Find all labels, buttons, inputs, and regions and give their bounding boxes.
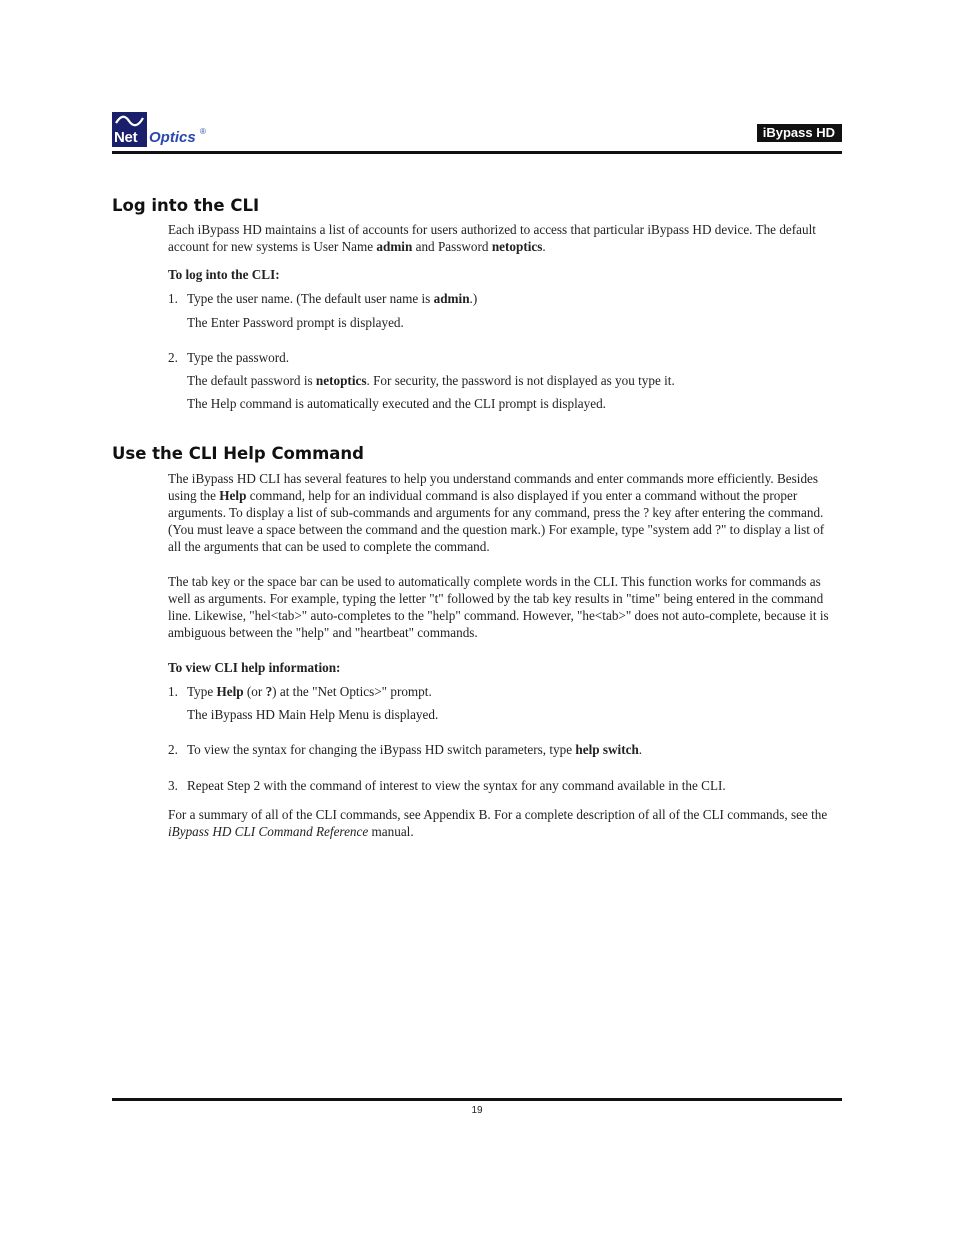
step-number: 1. — [168, 684, 178, 699]
procedure-title-help: To view CLI help information: — [168, 660, 341, 675]
logo-registered-mark: ® — [200, 127, 206, 136]
step-number: 1. — [168, 291, 178, 306]
logo-optics-text: Optics — [149, 129, 196, 146]
section2-summary: For a summary of all of the CLI commands, see Appendix B. For a complete description of all of the CLI commands, see the iBypass HD CLI Command Reference manual. — [168, 807, 828, 839]
step-number: 3. — [168, 778, 178, 793]
header-rule — [112, 151, 842, 154]
procedure-title-login: To log into the CLI: — [168, 267, 280, 282]
wave-icon — [115, 114, 144, 128]
step-number: 2. — [168, 742, 178, 757]
section1-intro: Each iBypass HD maintains a list of accounts for users authorized to access that particular iBypass HD device. The default account for new systems is User Name admin and Password netoptics. — [168, 222, 816, 254]
product-badge: iBypass HD — [757, 124, 842, 142]
section-title-log-into-cli: Log into the CLI — [112, 196, 260, 215]
step-text: Type the password. — [187, 350, 289, 365]
step-text: Type the user name. (The default user name is admin.) — [187, 291, 478, 306]
footer-rule — [112, 1098, 842, 1101]
section2-para2: The tab key or the space bar can be used to automatically complete words in the CLI. This function works for commands as well as arguments. For example, typing the letter "t" followed by the tab key results in "time" being entered in the command line. Likewise, "hel<tab>" auto-completes to the "help" command. However, "he<tab>" does not auto-complete, because it is ambiguous between the "help" and "heartbeat" commands. — [168, 574, 829, 640]
page-number: 19 — [471, 1105, 483, 1116]
logo-net-text: Net — [114, 129, 138, 146]
login-step-1-result: The Enter Password prompt is displayed. — [187, 315, 404, 330]
step-text: To view the syntax for changing the iBypass HD switch parameters, type help switch. — [187, 742, 643, 757]
step-text: Repeat Step 2 with the command of interest to view the syntax for any command available in the CLI. — [187, 778, 726, 793]
section-title-cli-help: Use the CLI Help Command — [112, 444, 364, 463]
login-step-2-result-2: The Help command is automatically executed and the CLI prompt is displayed. — [187, 396, 606, 411]
logo-mark — [112, 112, 147, 147]
net-optics-logo — [112, 112, 212, 148]
step-text: Type Help (or ?) at the "Net Optics>" prompt. — [187, 684, 432, 699]
page-header — [112, 112, 842, 154]
login-step-2-result-1: The default password is netoptics. For security, the password is not displayed as you type it. — [187, 373, 675, 388]
help-step-1-result: The iBypass HD Main Help Menu is displayed. — [187, 707, 439, 722]
section2-para1: The iBypass HD CLI has several features to help you understand commands and enter commands more efficiently. Besides using the Help command, help for an individual command is also displayed if you enter a command without the proper arguments. To display a list of sub-commands and arguments for any command, press the ? key after entering the command. (You must leave a space between the command and the question mark.) For example, type "system add ?" to display a list of all the arguments that can be used to complete the command. — [168, 471, 825, 554]
step-number: 2. — [168, 350, 178, 365]
